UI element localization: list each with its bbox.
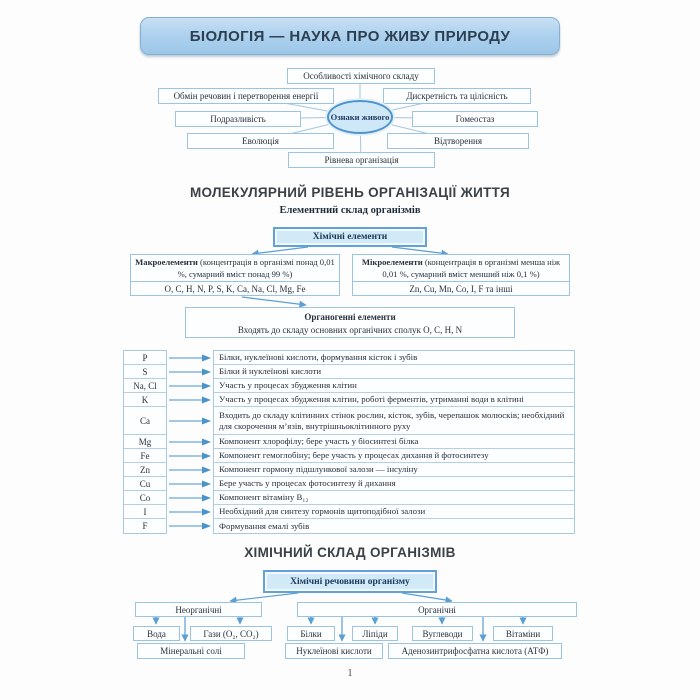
arrow-right-icon bbox=[169, 417, 211, 425]
sign-box-chemical-composition: Особливості хімічного складу bbox=[287, 68, 435, 84]
sign-box-level-organization: Рівнева організація bbox=[288, 152, 435, 168]
signs-of-life-oval: Ознаки живого bbox=[327, 100, 393, 134]
element-role-column bbox=[213, 350, 575, 534]
subtitle-elemental-composition: Елементний склад організмів bbox=[279, 205, 421, 216]
element-symbol: Mg bbox=[124, 435, 166, 449]
page-number: 1 bbox=[347, 668, 353, 679]
arrow-right-icon bbox=[169, 368, 211, 376]
element-role: Формування емалі зубів bbox=[219, 520, 310, 531]
element-symbol: Fe bbox=[124, 449, 166, 463]
arrow-right-icon bbox=[169, 466, 211, 474]
section-title-molecular: МОЛЕКУЛЯРНИЙ РІВЕНЬ ОРГАНІЗАЦІЇ ЖИТТЯ bbox=[189, 185, 511, 200]
element-symbol: I bbox=[124, 505, 166, 519]
water-box: Вода bbox=[133, 626, 180, 641]
element-role: Білки й нуклеїнові кислоти bbox=[214, 365, 574, 379]
proteins-box: Білки bbox=[287, 626, 335, 641]
element-symbol: Zn bbox=[124, 463, 166, 477]
atp-box: Аденозинтрифосфатна кислота (АТФ) bbox=[388, 643, 562, 659]
element-role: Входить до складу клітинних стінок рослин, кісток, зубів, черепашок молюсків; необхідний для скорочення м’язів, внутрішньоклітинного руху bbox=[214, 407, 574, 435]
element-role: Компонент вітаміну B₁₂ bbox=[214, 491, 574, 505]
macroelements-list: O, C, H, N, P, S, K, Ca, Na, Cl, Mg, Fe bbox=[131, 281, 339, 295]
lipids-box: Ліпіди bbox=[352, 626, 398, 641]
element-role: Компонент хлорофілу; бере участь у біосинтезі білка bbox=[214, 435, 574, 449]
microelements-desc-text: (концентрація в організмі менша ніж 0,01 %, сумарний вміст менший ніж 0,1 %) bbox=[382, 257, 561, 279]
sign-box-metabolism: Обмін речовин і перетворення енергії bbox=[158, 88, 334, 104]
element-symbol: Co bbox=[124, 491, 166, 505]
carbohydrates-box: Вуглеводи bbox=[412, 626, 473, 641]
microelements-list: Zn, Cu, Mn, Co, I, F та інші bbox=[353, 281, 569, 295]
element-role: Участь у процесах збудження клітин, роботі ферментів, утриманні води в клітині bbox=[214, 393, 574, 407]
element-role: Участь у процесах збудження клітин bbox=[214, 379, 574, 393]
arrow-right-icon bbox=[169, 438, 211, 446]
element-symbol: F bbox=[142, 521, 148, 531]
element-symbol: S bbox=[124, 365, 166, 379]
organogenic-heading: Органогенні елементи bbox=[304, 311, 396, 322]
element-symbol: Na, Cl bbox=[124, 379, 166, 393]
microelements-heading: Мікроелементи bbox=[361, 257, 423, 267]
sign-box-evolution: Еволюція bbox=[187, 133, 334, 149]
organic-box: Органічні bbox=[297, 602, 577, 617]
section-title-chemical: ХІМІЧНИЙ СКЛАД ОРГАНІЗМІВ bbox=[244, 545, 456, 560]
sign-box-reproduction: Відтворення bbox=[387, 133, 529, 149]
element-role: Необхідний для синтезу гормонів щитоподібної залози bbox=[214, 505, 574, 519]
page-title: БІОЛОГІЯ — НАУКА ПРО ЖИВУ ПРИРОДУ bbox=[140, 17, 560, 55]
macroelements-box bbox=[130, 254, 340, 296]
sign-box-discreteness: Дискретність та цілісність bbox=[383, 88, 531, 104]
microelements-description bbox=[353, 255, 569, 281]
organogenic-desc-text: Входять до складу основних органічних сполук O, C, H, N bbox=[237, 325, 463, 336]
arrow-right-icon bbox=[169, 494, 211, 502]
element-role: Білки, нуклеїнові кислоти, формування кісток і зубів bbox=[214, 351, 574, 365]
chemical-substances-box: Хімічні речовини організму bbox=[263, 570, 437, 593]
mineral-salts-box: Мінеральні солі bbox=[137, 643, 245, 659]
sign-box-homeostasis: Гомеостаз bbox=[412, 111, 538, 127]
element-symbol: Ca bbox=[124, 407, 166, 435]
element-role: Бере участь у процесах фотосинтезу й дихання bbox=[214, 477, 574, 491]
arrow-right-icon bbox=[169, 522, 211, 530]
nucleic-acids-box: Нуклеїнові кислоти bbox=[285, 643, 383, 659]
arrow-right-icon bbox=[169, 396, 211, 404]
arrow-right-icon bbox=[169, 508, 211, 516]
element-symbol-column bbox=[123, 350, 167, 534]
arrow-right-icon bbox=[169, 382, 211, 390]
arrow-right-icon bbox=[169, 354, 211, 362]
microelements-box bbox=[352, 254, 570, 296]
organogenic-elements-box bbox=[185, 307, 515, 338]
macroelements-heading: Макроелементи bbox=[135, 257, 198, 267]
element-role: Компонент гемоглобіну; бере участь у процесах дихання й фотосинтезу bbox=[214, 449, 574, 463]
arrow-right-icon bbox=[169, 480, 211, 488]
sign-box-irritability: Подразливість bbox=[175, 111, 301, 127]
vitamins-box: Вітаміни bbox=[493, 626, 553, 641]
element-symbol: P bbox=[124, 351, 166, 365]
arrow-right-icon bbox=[169, 452, 211, 460]
inorganic-box: Неорганічні bbox=[135, 602, 262, 617]
macroelements-description bbox=[131, 255, 339, 281]
element-symbol: Cu bbox=[124, 477, 166, 491]
element-symbol: K bbox=[124, 393, 166, 407]
chemical-elements-box: Хімічні елементи bbox=[273, 227, 427, 247]
gases-box: Гази (O₂, CO₂) bbox=[190, 626, 272, 641]
element-role: Компонент гормону підшлункової залози — інсуліну bbox=[214, 463, 574, 477]
macroelements-desc-text: (концентрація в організмі понад 0,01 %, сумарний вміст понад 99 %) bbox=[177, 257, 335, 279]
